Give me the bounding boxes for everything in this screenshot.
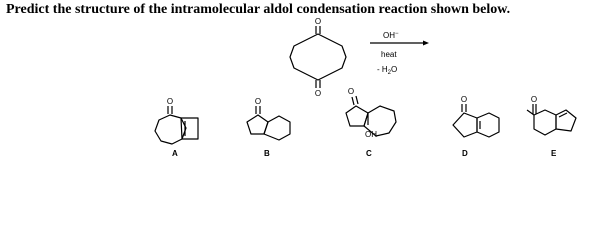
choice-c-structure [346,87,396,139]
choice-b-label: B [264,149,270,158]
choice-e-oxygen: O [530,95,538,104]
choice-d-label: D [462,149,468,158]
choice-e-label: E [551,149,557,158]
choice-b-oxygen: O [254,97,262,106]
choice-a-label: A [172,149,178,158]
choice-a-oxygen: O [166,97,174,106]
arrow-head [423,41,429,46]
reactant-diketone [290,17,346,98]
choice-c-label: C [366,149,372,158]
choice-b-structure [247,97,290,140]
base-label: OH− [383,31,399,40]
question-text: Predict the structure of the intramolecular aldol condensation reaction shown below. [6,2,511,17]
water-label: - $H_2O$ [377,65,398,76]
atom-o-bottom: O [314,89,322,98]
choice-d-oxygen: O [460,95,468,104]
choice-d-structure [453,95,499,137]
choice-a-structure [155,97,198,144]
choice-e-structure [527,95,576,135]
atom-o-top: O [314,17,322,26]
choice-c-oxygen: O [347,87,355,96]
reaction-conditions [370,31,429,76]
heat-label: heat [381,50,397,59]
choice-c-hydroxyl: OH [365,130,377,139]
